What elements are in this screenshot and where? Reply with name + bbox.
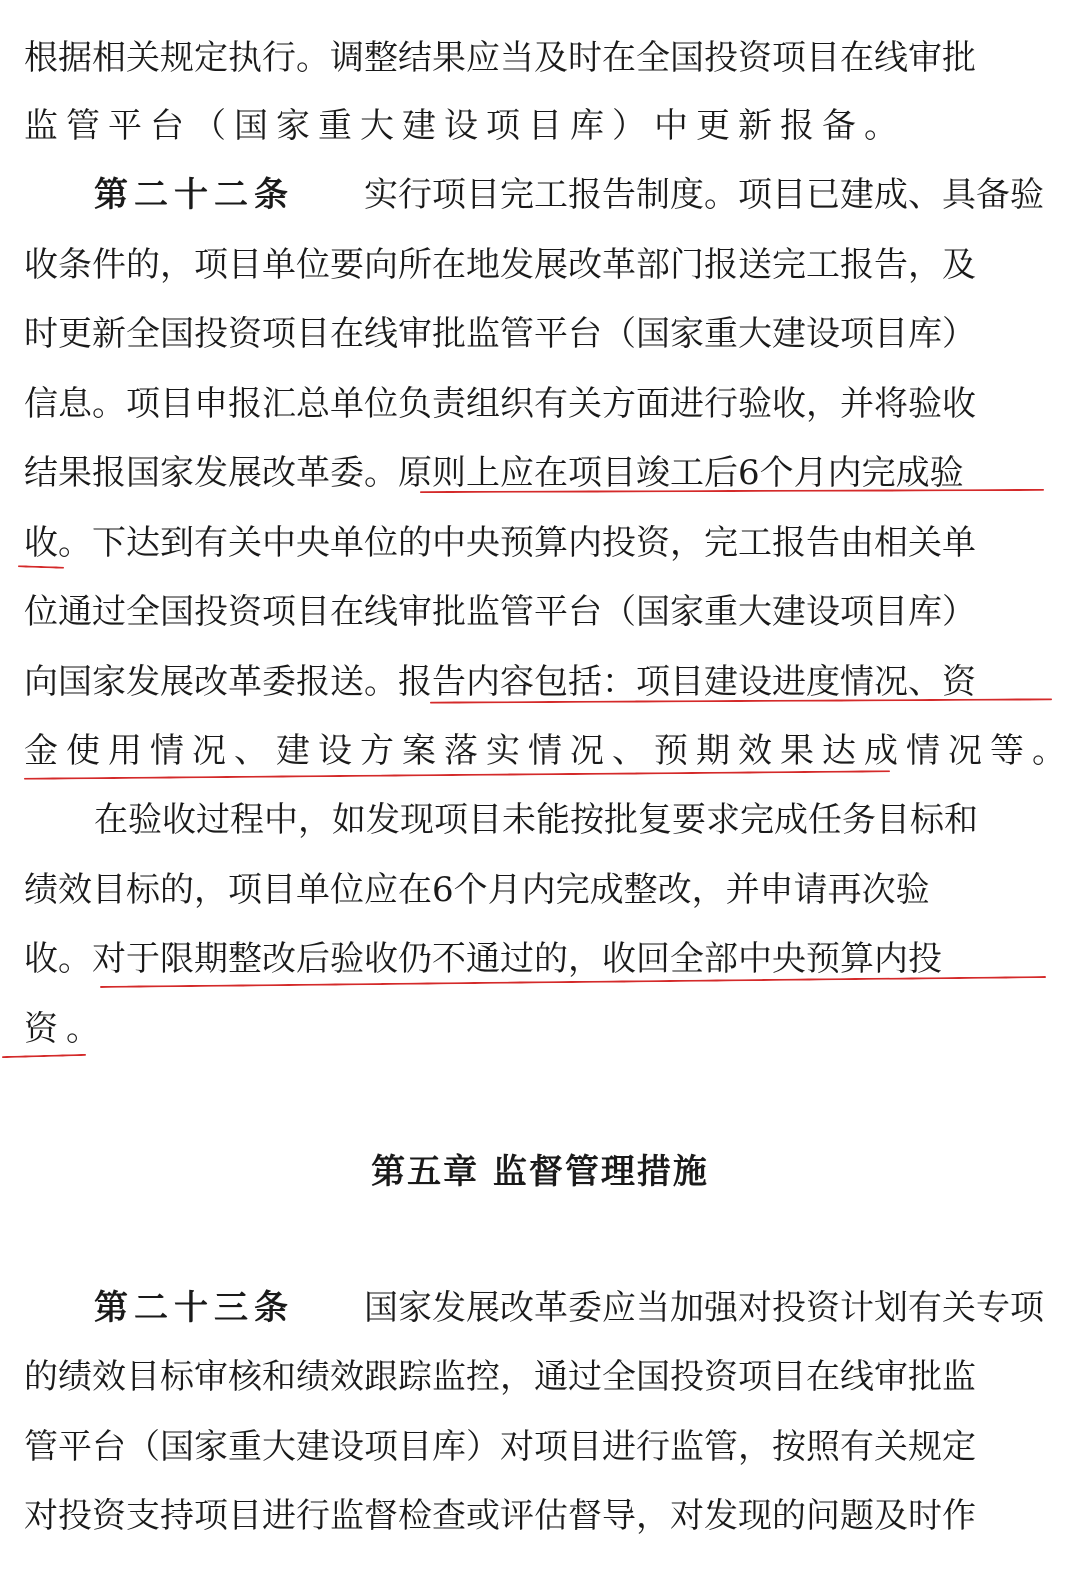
line-text: 结果报国家发展改革委。原则上应在项目竣工后6个月内完成验 bbox=[24, 453, 964, 493]
line-text: 在验收过程中，如发现项目未能按批复要求完成任务目标和 bbox=[94, 800, 978, 840]
line-text: 管平台（国家重大建设项目库）对项目进行监管，按照有关规定 bbox=[24, 1427, 976, 1467]
text-line-6 bbox=[24, 379, 1044, 429]
text-line-2 bbox=[24, 101, 1044, 151]
line-text: 的绩效目标审核和绩效跟踪监控，通过全国投资项目在线审批监 bbox=[24, 1357, 976, 1397]
text-line-8 bbox=[24, 518, 1044, 568]
line-text: 时更新全国投资项目在线审批监管平台（国家重大建设项目库） bbox=[24, 314, 976, 354]
text-line-17 bbox=[24, 1352, 1044, 1402]
line-text: 根据相关规定执行。调整结果应当及时在全国投资项目在线审批 bbox=[24, 38, 976, 78]
text-line-1 bbox=[24, 33, 1044, 83]
text-line-19 bbox=[24, 1491, 1044, 1541]
red-underline-annotation bbox=[18, 565, 64, 569]
text-line-5 bbox=[24, 309, 1044, 359]
article-23-first-line bbox=[94, 1283, 1044, 1333]
article-23-label: 第二十三条 bbox=[94, 1288, 294, 1328]
red-underline-annotation bbox=[2, 1054, 86, 1058]
line-text: 资。 bbox=[24, 1009, 108, 1049]
text-line-13 bbox=[24, 865, 1044, 915]
chapter-title: 第五章 监督管理措施 bbox=[371, 1152, 709, 1192]
text-line-4 bbox=[24, 240, 1044, 290]
line-text: 国家发展改革委应当加强对投资计划有关专项 bbox=[364, 1288, 1044, 1328]
text-line-11 bbox=[24, 726, 1074, 776]
line-text: 对投资支持项目进行监督检查或评估督导，对发现的问题及时作 bbox=[24, 1496, 976, 1536]
article-22-label: 第二十二条 bbox=[94, 175, 294, 215]
text-line-9 bbox=[24, 587, 1044, 637]
line-text: 收。对于限期整改后验收仍不通过的，收回全部中央预算内投 bbox=[24, 939, 942, 979]
article-22-first-line bbox=[94, 170, 1044, 220]
line-text: 绩效目标的，项目单位应在6个月内完成整改，并申请再次验 bbox=[24, 870, 930, 910]
text-line-18 bbox=[24, 1422, 1044, 1472]
line-text: 收。下达到有关中央单位的中央预算内投资，完工报告由相关单 bbox=[24, 523, 976, 563]
text-line-12 bbox=[94, 795, 1044, 845]
line-text: 收条件的，项目单位要向所在地发展改革部门报送完工报告，及 bbox=[24, 245, 976, 285]
line-text: 信息。项目申报汇总单位负责组织有关方面进行验收，并将验收 bbox=[24, 384, 976, 424]
line-text: 实行项目完工报告制度。项目已建成、具备验 bbox=[364, 175, 1044, 215]
line-text: 位通过全国投资项目在线审批监管平台（国家重大建设项目库） bbox=[24, 592, 976, 632]
text-line-14 bbox=[24, 934, 1044, 984]
line-text: 向国家发展改革委报送。报告内容包括：项目建设进度情况、资 bbox=[24, 662, 976, 702]
line-text: 监管平台（国家重大建设项目库）中更新报备。 bbox=[24, 106, 906, 146]
line-text: 金使用情况、建设方案落实情况、预期效果达成情况等。 bbox=[24, 731, 1074, 771]
text-line-15 bbox=[24, 1004, 1044, 1054]
